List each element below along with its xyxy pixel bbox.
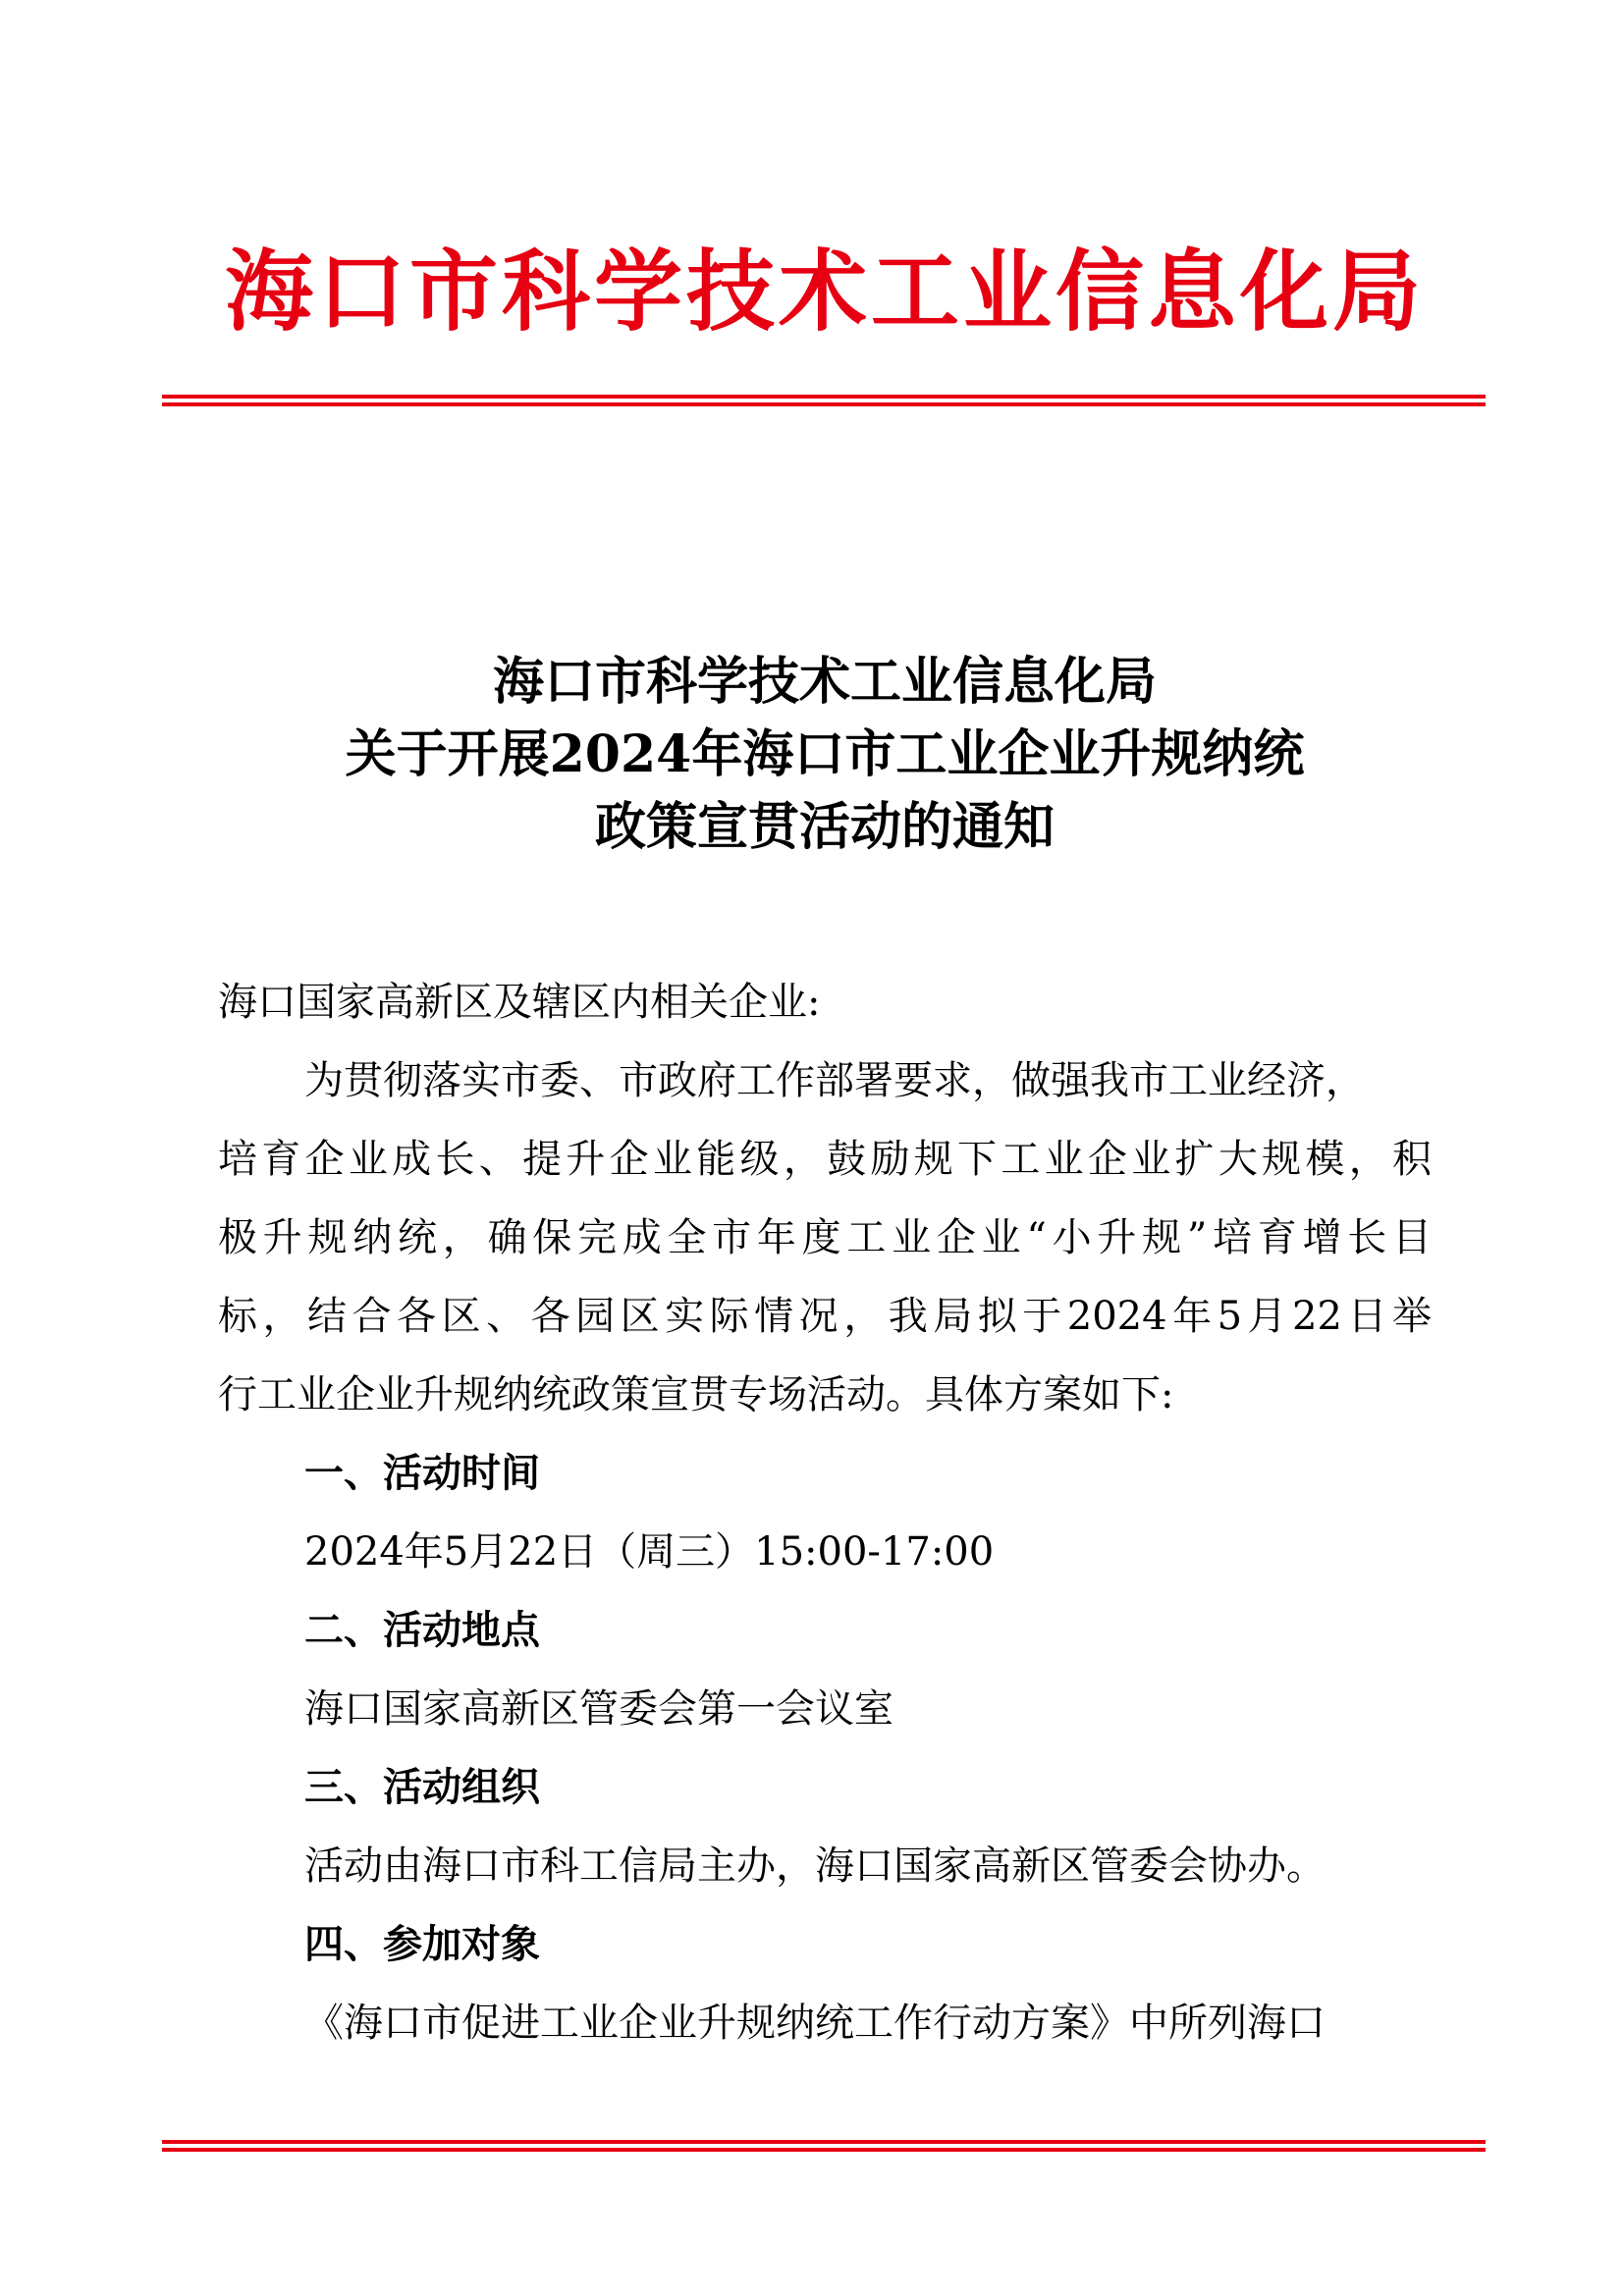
section-content-organization: 活动由海口市科工信局主办，海口国家高新区管委会协办。 bbox=[304, 1843, 1326, 1889]
paragraph-line-5: 行工业企业升规纳统政策宣贯专场活动。具体方案如下: bbox=[218, 1372, 1174, 1417]
masthead-divider-upper bbox=[162, 395, 1486, 399]
section-heading-time: 一、活动时间 bbox=[304, 1451, 540, 1496]
masthead-divider-lower bbox=[162, 402, 1486, 406]
document-title bbox=[162, 646, 1488, 864]
footer-divider-lower bbox=[162, 2148, 1486, 2152]
section-content-location: 海口国家高新区管委会第一会议室 bbox=[304, 1686, 893, 1732]
title-line-2: 关于开展2024年海口市工业企业升规纳统 bbox=[345, 724, 1305, 784]
paragraph-line-2: 培育企业成长、提升企业能级，鼓励规下工业企业扩大规模，积 bbox=[218, 1137, 1432, 1182]
title-line-3: 政策宣贯活动的通知 bbox=[594, 797, 1055, 857]
section-content-participants: 《海口市促进工业企业升规纳统工作行动方案》中所列海口 bbox=[304, 2001, 1326, 2046]
paragraph-line-3: 极升规纳统，确保完成全市年度工业企业“小升规”培育增长目 bbox=[218, 1215, 1432, 1260]
salutation: 海口国家高新区及辖区内相关企业: bbox=[218, 980, 821, 1025]
masthead-title: 海口市科学技术工业信息化局 bbox=[225, 240, 1425, 344]
section-heading-participants: 四、参加对象 bbox=[304, 1922, 540, 1967]
section-content-time: 2024年5月22日（周三）15:00-17:00 bbox=[304, 1529, 995, 1575]
paragraph-line-1: 为贯彻落实市委、市政府工作部署要求，做强我市工业经济， bbox=[304, 1058, 1365, 1103]
title-line-1: 海口市科学技术工业信息化局 bbox=[492, 652, 1157, 712]
paragraph-line-4: 标，结合各区、各园区实际情况，我局拟于2024年5月22日举 bbox=[218, 1294, 1432, 1339]
section-heading-location: 二、活动地点 bbox=[304, 1608, 540, 1653]
section-heading-organization: 三、活动组织 bbox=[304, 1765, 540, 1810]
footer-divider-upper bbox=[162, 2140, 1486, 2144]
